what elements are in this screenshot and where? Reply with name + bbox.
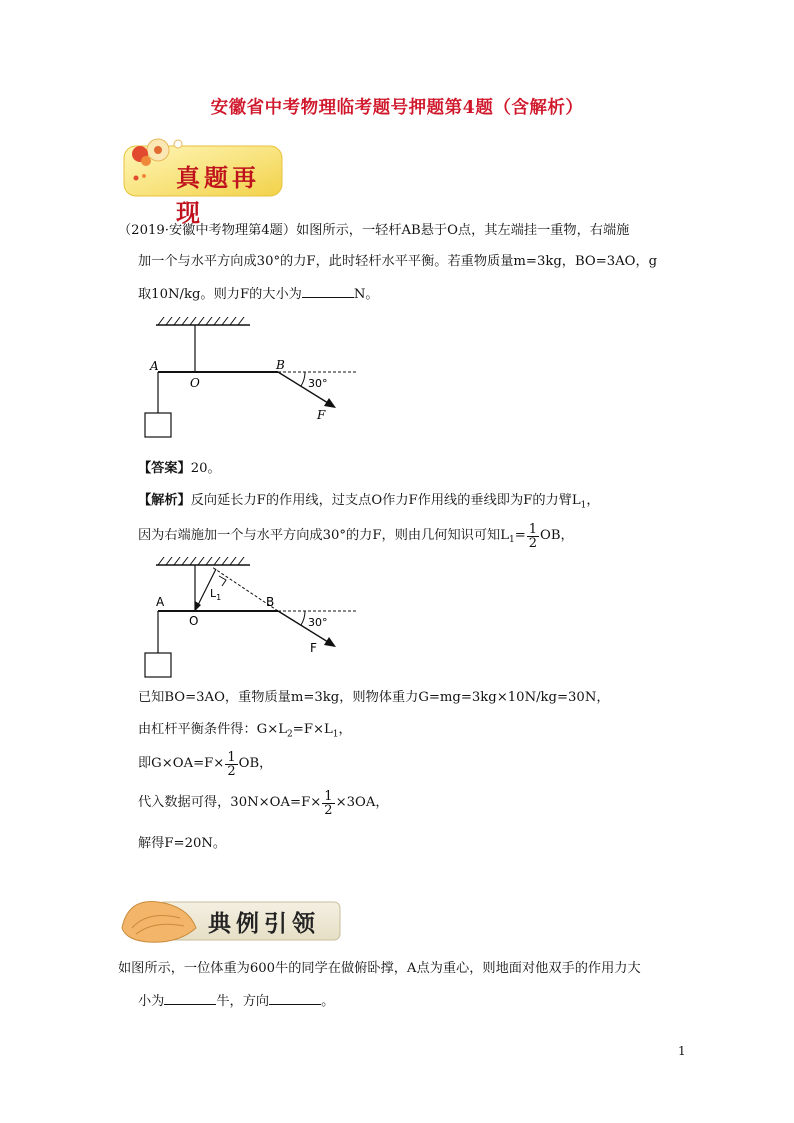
example-line-2-end: 。 <box>321 994 335 1009</box>
banner-title: 真题再现 <box>176 163 260 227</box>
step-5: 解得F=20N。 <box>138 836 227 851</box>
analysis-line-2-sub: 1 <box>508 535 515 545</box>
label-angle: 30° <box>308 377 328 390</box>
moment-arm-arrowhead <box>195 601 201 611</box>
fraction-half <box>225 751 237 778</box>
label-f: F <box>317 408 326 422</box>
weight-box <box>145 413 171 437</box>
analysis-line-1-text: 反向延长力F的作用线，过支点O作力F作用线的垂线即为F的力臂L <box>190 493 581 508</box>
step-3-end: OB， <box>238 756 273 771</box>
analysis-line-1-end: ， <box>586 493 600 508</box>
example-line-2-text: 小为 <box>138 994 165 1009</box>
analysis-line-1-sub: 1 <box>580 500 587 511</box>
question-line-3-text: 取10N/kg。则力F的大小为 <box>138 287 302 302</box>
step-2-mid: =F×L <box>292 722 333 737</box>
label-angle: 30° <box>308 616 328 629</box>
step-2-sub-a: 2 <box>287 729 293 740</box>
section-banner-real-exam <box>118 130 286 227</box>
analysis-line-2 <box>138 520 574 552</box>
weight-box <box>145 653 171 677</box>
label-o: O <box>190 376 200 390</box>
fraction-half <box>322 790 334 817</box>
example-line-1: 如图所示，一位体重为600牛的同学在做俯卧撑，A点为重心，则地面对他双手的作用力大 <box>118 961 641 976</box>
ceiling-hatching <box>158 557 244 565</box>
step-4 <box>138 787 389 819</box>
label-l1 <box>210 587 221 602</box>
label-l1-letter: L <box>210 587 217 600</box>
answer-blank <box>302 286 354 298</box>
figure-lever-1 <box>140 315 370 445</box>
ceiling-hatching <box>158 317 244 325</box>
question-line-2: 加一个与水平方向成30°的力F，此时轻杆水平平衡。若重物质量m=3kg，BO=3AO，g <box>138 254 658 269</box>
step-3-text: 即G×OA=F× <box>138 756 225 771</box>
step-2-sub-b: 1 <box>332 729 339 740</box>
step-2-end: ， <box>338 722 352 737</box>
fraction-numerator: 1 <box>528 521 538 537</box>
label-f: F <box>310 641 317 655</box>
fraction-half <box>527 523 539 550</box>
step-4-text: 代入数据可得，30N×OA=F× <box>138 795 322 810</box>
fraction-denominator: 2 <box>528 535 538 551</box>
example-line-2 <box>138 993 334 1010</box>
analysis-line-2-end: OB， <box>540 528 574 543</box>
fraction-numerator: 1 <box>324 788 333 804</box>
example-line-2-mid: 牛，方向 <box>216 994 270 1009</box>
answer-text: 20。 <box>190 461 221 476</box>
question-line-1: （2019·安徽中考物理第4题）如图所示，一轻杆AB悬于O点，其左端挂一重物，右端施 <box>118 223 630 238</box>
section-banner-example <box>118 888 344 948</box>
fraction-denominator: 2 <box>227 763 236 779</box>
answer-blank-force <box>164 993 216 1005</box>
analysis-tag: 【解析】 <box>138 493 191 508</box>
force-f-arrowhead <box>324 637 336 647</box>
question-unit: N。 <box>353 287 379 302</box>
step-4-end: ×3OA， <box>335 795 389 810</box>
step-1: 已知BO=3AO，重物质量m=3kg，则物体重力G=mg=3kg×10N/kg=30N， <box>138 690 610 705</box>
step-2-text: 由杠杆平衡条件得：G×L <box>138 722 288 737</box>
label-o: O <box>189 614 199 628</box>
label-l1-sub: 1 <box>216 593 222 602</box>
angle-arc <box>301 372 305 386</box>
document-title: 安徽省中考物理临考题号押题第4题（含解析） <box>210 98 584 118</box>
label-a: A <box>150 359 159 373</box>
label-a: A <box>156 595 165 609</box>
answer-blank-direction <box>269 993 321 1005</box>
banner-title: 典例引领 <box>208 910 320 937</box>
fraction-denominator: 2 <box>324 802 333 818</box>
question-line-3 <box>138 286 379 303</box>
step-2 <box>138 722 352 743</box>
analysis-line-2-eq: = <box>514 528 526 543</box>
angle-arc <box>301 611 305 625</box>
page-number: 1 <box>678 1044 686 1058</box>
analysis-line-2-text: 因为右端施加一个与水平方向成30°的力F，则由几何知识可知L <box>138 528 509 543</box>
label-b: B <box>276 358 285 372</box>
label-b: B <box>266 595 275 609</box>
answer-line <box>138 461 221 477</box>
fraction-numerator: 1 <box>227 749 236 765</box>
figure-lever-2 <box>140 555 370 683</box>
right-angle-mark <box>219 576 226 586</box>
answer-tag: 【答案】 <box>138 461 191 476</box>
analysis-line-1 <box>138 493 600 514</box>
force-f-arrowhead <box>324 398 336 408</box>
step-3 <box>138 748 272 780</box>
